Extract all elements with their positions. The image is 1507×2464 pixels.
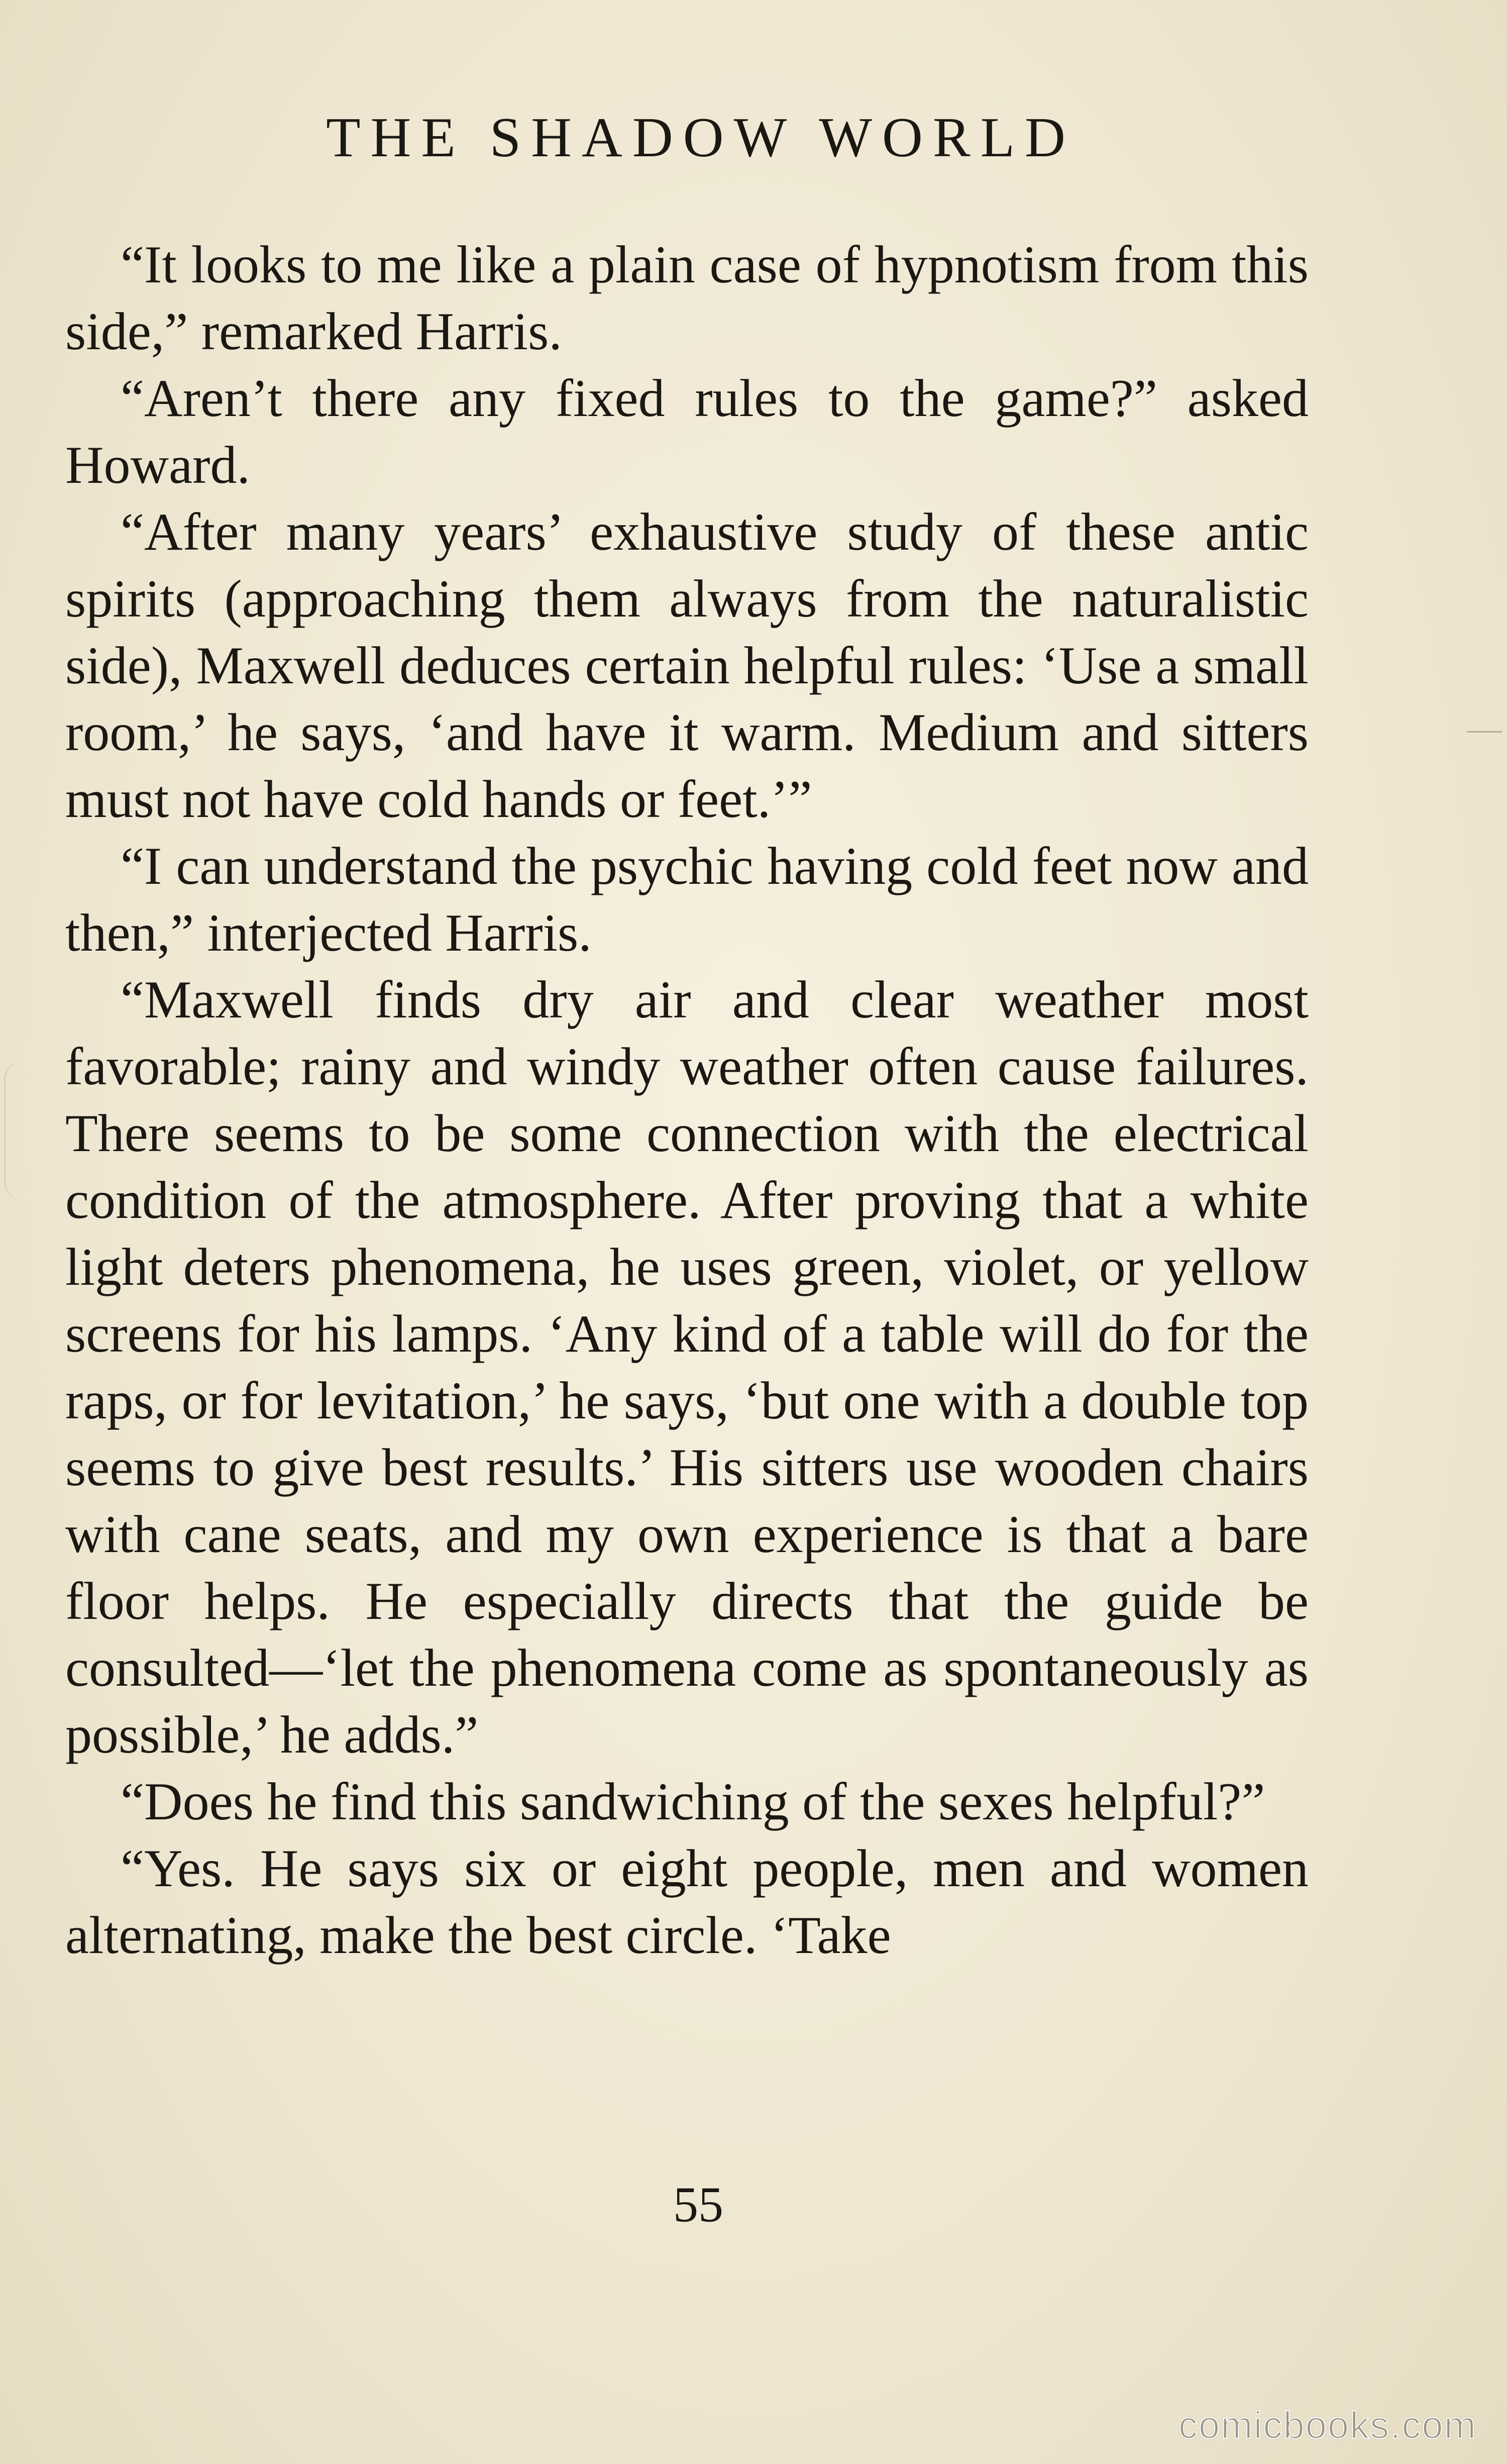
page-number: 55 <box>673 2177 723 2232</box>
paragraph: “Aren’t there any fixed rules to the game?” asked Howard. <box>65 369 1309 494</box>
running-head: THE SHADOW WORLD <box>326 107 1075 169</box>
watermark: comicbooks.com <box>1178 2404 1477 2447</box>
paragraph: “Maxwell finds dry air and clear weather most favorable; rainy and windy weather often cause failures. There seems to be some connection with the electrical condition of the atmosphere. After proving that a white light deters phenomena, he uses green, violet, or yellow screens for his lamps. ‘Any kind of a table will do for the raps, or for levitation,’ he says, ‘but one with a double top seems to give best results.’ His sitters use wooden chairs with cane seats, and my own experience is that a bare floor helps. He especially directs that the guide be consulted—‘let the phenomena come as spontaneously as possible,’ he adds.” <box>65 970 1309 1764</box>
paragraph: “I can understand the psychic having cold feet now and then,” interjected Harris. <box>65 837 1309 962</box>
margin-stain <box>4 1060 26 1201</box>
body-text <box>65 231 1309 1969</box>
margin-mark <box>1467 731 1502 733</box>
paragraph: “Does he find this sandwiching of the sexes helpful?” <box>121 1772 1265 1831</box>
paragraph: “Yes. He says six or eight people, men and women alternating, make the best circle. ‘Take <box>65 1839 1309 1965</box>
paragraph: “After many years’ exhaustive study of these antic spirits (approaching them always from the naturalistic side), Maxwell deduces certain helpful rules: ‘Use a small room,’ he says, ‘and have it warm. Medium and sitters must not have cold hands or feet.’” <box>65 502 1309 829</box>
paragraph: “It looks to me like a plain case of hypnotism from this side,” remarked Harris. <box>65 235 1309 361</box>
